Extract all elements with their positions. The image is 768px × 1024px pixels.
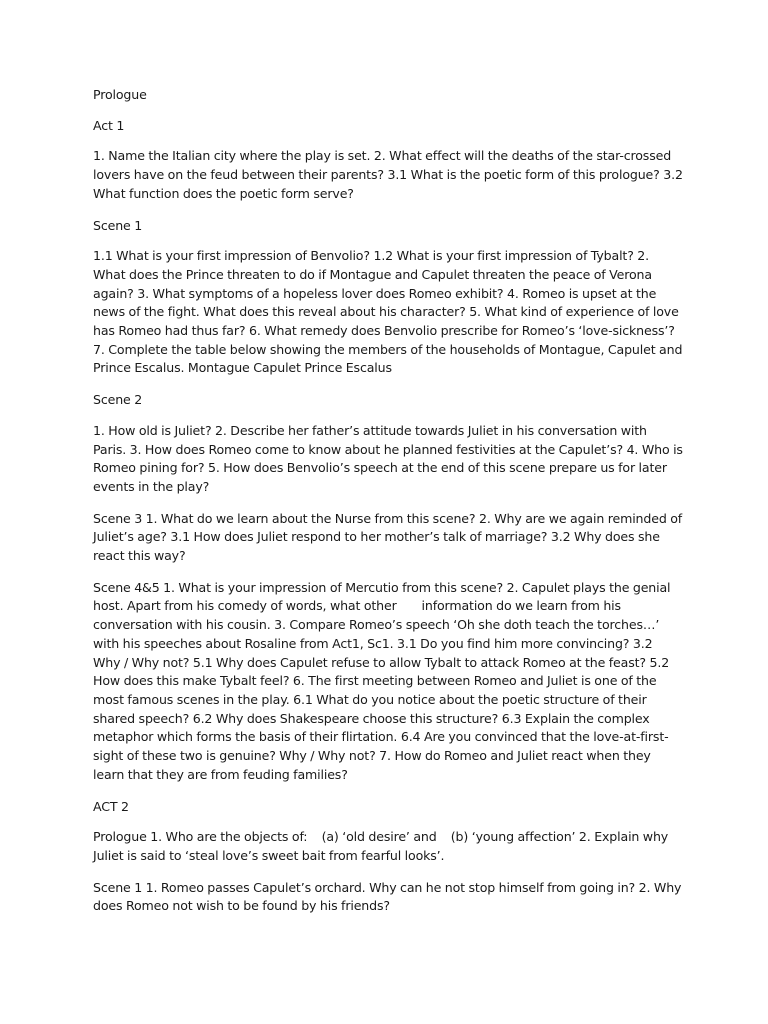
heading-act-1: Act 1 bbox=[93, 117, 125, 133]
paragraph-scene-3-questions: Scene 3 1. What do we learn about the Nurse from this scene? 2. Why are we again reminded of Juliet’s age? 3.1 How does Juliet respond to her mother’s talk of marriage? 3.2 Why does she react this way? bbox=[93, 510, 683, 564]
heading-scene-1: Scene 1 bbox=[93, 217, 143, 233]
paragraph-prologue-questions: 1. Name the Italian city where the play is set. 2. What effect will the deaths of the star-crossed lovers have on the feud between their parents? 3.1 What is the poetic form of this prologue? 3.2 What function does the poetic form serve? bbox=[93, 148, 683, 201]
heading-prologue: Prologue bbox=[93, 87, 147, 102]
paragraph-act-2-prologue-questions: Prologue 1. Who are the objects of: (a) ‘old desire’ and (b) ‘young affection’ 2. Explain why Juliet is said to ‘steal love’s sweet bait from fearful looks’. bbox=[93, 829, 672, 863]
document-page bbox=[93, 86, 683, 929]
paragraph-scene-4-5-questions: Scene 4&5 1. What is your impression of Mercutio from this scene? 2. Capulet plays the genial host. Apart from his comedy of words, what other information do we learn from his conversation with his cousin. 3. Compare Romeo’s speech ‘Oh she doth teach the torches…’ with his speeches about Rosaline from Act1, Sc1. 3.1 Do you find him more convincing? 3.2 Why / Why not? 5.1 Why does Capulet refuse to allow Tybalt to attack Romeo at the feast? 5.2 How does this make Tybalt feel? 6. The first meeting between Romeo and Juliet is one of the most famous scenes in the play. 6.1 What do you notice about the poetic structure of their shared speech? 6.2 Why does Shakespeare choose this structure? 6.3 Explain the complex metaphor which forms the basis of their flirtation. 6.4 Are you convinced that the love-at-first-sight of these two is genuine? Why / Why not? 7. How do Romeo and Juliet react when they learn that they are from feuding families? bbox=[93, 579, 674, 782]
heading-act-2: ACT 2 bbox=[93, 798, 129, 814]
heading-scene-2: Scene 2 bbox=[93, 392, 143, 408]
paragraph-scene-2-questions: 1. How old is Juliet? 2. Describe her father’s attitude towards Juliet in his conversation with Paris. 3. How does Romeo come to know about he planned festivities at the Capulet’s? 4. Who is Romeo pining for? 5. How does Benvolio’s speech at the end of this scene prepare us for later events in the play? bbox=[93, 422, 683, 494]
paragraph-scene-1-questions: 1.1 What is your first impression of Benvolio? 1.2 What is your first impression of Tybalt? 2. What does the Prince threaten to do if Montague and Capulet threaten the peace of Verona again? 3. What symptoms of a hopeless lover does Romeo exhibit? 4. Romeo is upset at the news of the fight. What does this reveal about his character? 5. What kind of experience of love has Romeo had thus far? 6. What remedy does Benvolio prescribe for Romeo’s ‘love-sickness’? 7. Complete the table below showing the members of the households of Montague, Capulet and Prince Escalus. Montague Capulet Prince Escalus bbox=[93, 248, 683, 376]
paragraph-act-2-scene-1-questions: Scene 1 1. Romeo passes Capulet’s orchard. Why can he not stop himself from going in? 2. Why does Romeo not wish to be found by his friends? bbox=[93, 879, 682, 914]
